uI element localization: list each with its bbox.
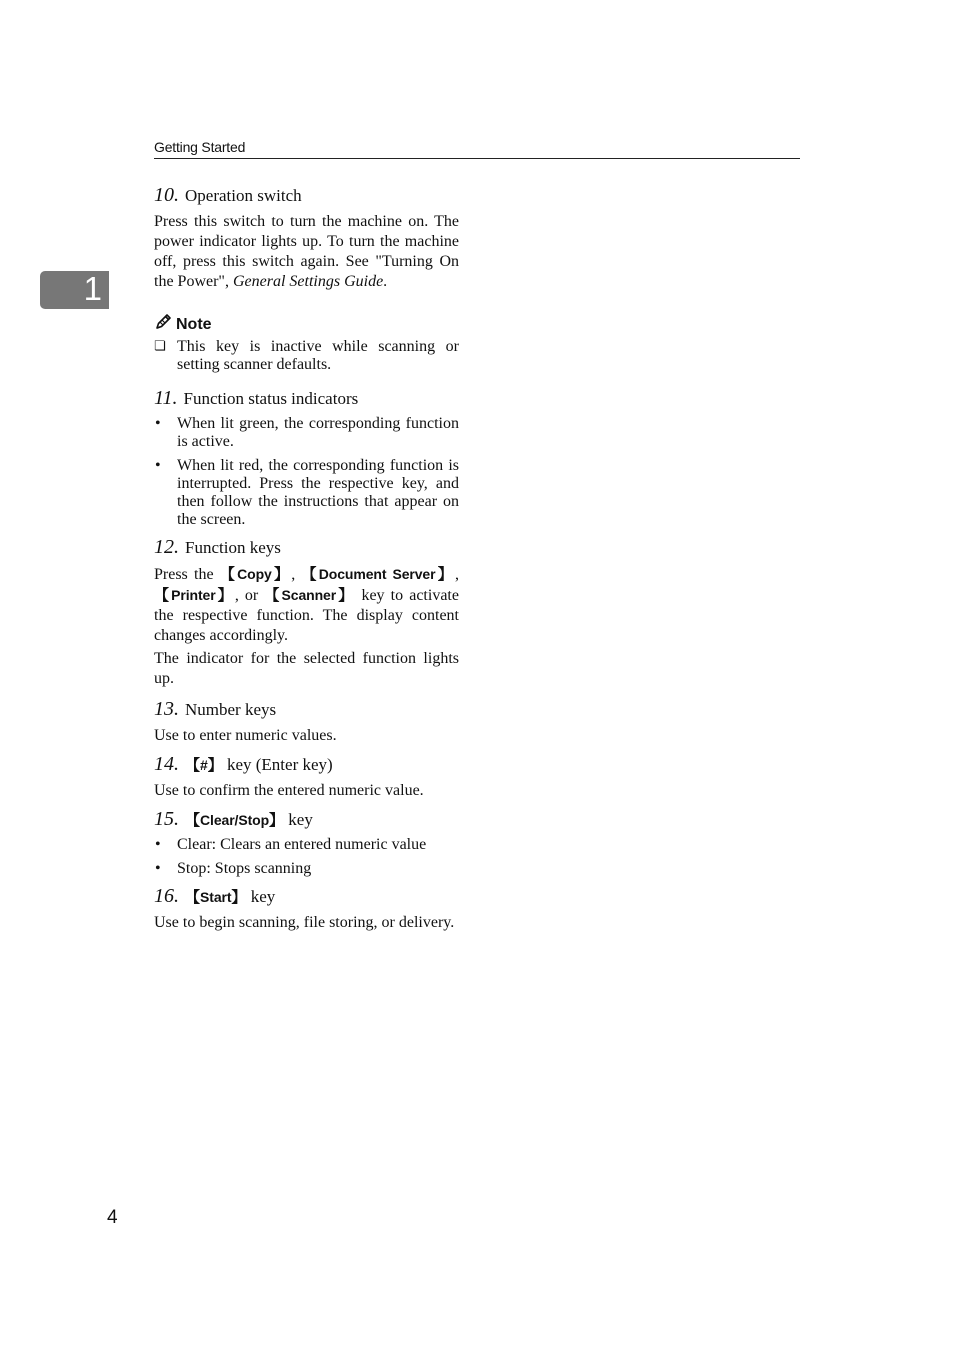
section-operation-switch bbox=[154, 183, 459, 374]
key-document-server: Document Server bbox=[318, 566, 436, 582]
bracket-close: 】 bbox=[269, 811, 285, 829]
section-title bbox=[154, 183, 459, 208]
bracket-open: 【 bbox=[264, 586, 282, 604]
chapter-tab bbox=[40, 271, 109, 309]
section-body: Use to enter numeric values. bbox=[154, 727, 337, 744]
body-end: . bbox=[383, 273, 388, 290]
bracket-close: 】 bbox=[435, 565, 455, 583]
section-number-keys bbox=[154, 697, 459, 746]
separator: , bbox=[454, 566, 459, 583]
section-function-keys bbox=[154, 535, 459, 689]
separator: , or bbox=[234, 587, 265, 604]
bracket-close: 】 bbox=[336, 586, 356, 604]
section-title bbox=[154, 386, 459, 411]
note-list bbox=[154, 338, 459, 374]
main-column bbox=[154, 183, 459, 933]
section-number: 13. bbox=[154, 698, 179, 720]
section-title bbox=[154, 807, 459, 832]
checkbox-icon: ❏ bbox=[154, 339, 166, 354]
section-function-status-indicators bbox=[154, 386, 459, 529]
section-title bbox=[154, 752, 459, 777]
section-label: Function keys bbox=[185, 538, 281, 557]
bullet-list bbox=[154, 836, 459, 878]
section-body bbox=[154, 212, 459, 292]
page-number: 4 bbox=[107, 1207, 118, 1228]
note-item bbox=[154, 338, 459, 374]
list-item bbox=[154, 860, 459, 878]
section-label: Operation switch bbox=[185, 186, 302, 205]
list-item-text: Stop: Stops scanning bbox=[177, 860, 312, 877]
bracket-close: 】 bbox=[207, 756, 223, 774]
bullet-icon: • bbox=[155, 860, 161, 877]
section-title bbox=[154, 884, 459, 909]
section-number: 15. bbox=[154, 808, 179, 830]
key-printer: Printer bbox=[171, 587, 216, 603]
section-start-key bbox=[154, 884, 459, 933]
section-number: 12. bbox=[154, 536, 179, 558]
body-text: Press this switch to turn the machine on. The power indicator lights up. To turn the machine off, press this switch again. See "Turning On the Power", bbox=[154, 213, 459, 290]
section-body: Use to begin scanning, file storing, or delivery. bbox=[154, 914, 455, 931]
section-label: key bbox=[284, 810, 313, 829]
bracket-open: 【 bbox=[154, 586, 172, 604]
bracket-open: 【 bbox=[185, 888, 201, 906]
pencil-icon bbox=[154, 313, 174, 331]
bracket-close: 】 bbox=[271, 565, 292, 583]
bullet-icon: • bbox=[155, 836, 161, 853]
bracket-close: 】 bbox=[231, 888, 247, 906]
section-number: 11. bbox=[154, 387, 178, 409]
separator: , bbox=[291, 566, 302, 583]
note-text: This key is inactive while scanning or setting scanner defaults. bbox=[177, 338, 459, 373]
bullet-list bbox=[154, 415, 459, 529]
key-clear-stop: Clear/Stop bbox=[200, 812, 270, 828]
list-item-text: When lit red, the corresponding function is interrupted. Press the respective key, and then follow the instructions that appear on the screen. bbox=[177, 457, 459, 528]
section-body-2: The indicator for the selected function lights up. bbox=[154, 650, 459, 687]
section-label: Function status indicators bbox=[183, 389, 359, 408]
bracket-open: 【 bbox=[301, 565, 319, 583]
section-title bbox=[154, 697, 459, 722]
bullet-icon: • bbox=[155, 415, 161, 432]
section-label: key bbox=[246, 887, 276, 906]
bracket-open: 【 bbox=[185, 811, 201, 829]
section-body: Use to confirm the entered numeric value. bbox=[154, 782, 424, 799]
list-item bbox=[154, 457, 459, 529]
key-hash: # bbox=[200, 757, 208, 773]
section-clear-stop-key bbox=[154, 807, 459, 878]
key-copy: Copy bbox=[237, 566, 272, 582]
list-item-text: When lit green, the corresponding function is active. bbox=[177, 415, 459, 450]
manual-reference: General Settings Guide bbox=[232, 273, 384, 290]
list-item bbox=[154, 836, 459, 854]
running-header: Getting Started bbox=[154, 139, 246, 155]
section-number: 14. bbox=[154, 753, 179, 775]
section-body bbox=[154, 564, 459, 646]
key-start: Start bbox=[200, 889, 232, 905]
list-item-text: Clear: Clears an entered numeric value bbox=[177, 836, 427, 853]
section-label: Number keys bbox=[185, 700, 277, 719]
bracket-open: 【 bbox=[219, 565, 238, 583]
section-number: 10. bbox=[154, 184, 179, 206]
header-rule bbox=[154, 158, 800, 159]
key-scanner: Scanner bbox=[281, 587, 337, 603]
section-title bbox=[154, 535, 459, 560]
chapter-tab-number: 1 bbox=[83, 270, 102, 307]
note-heading bbox=[154, 313, 459, 336]
body-text: Press the bbox=[154, 566, 220, 583]
body-text: key to activate the respective function. The display content changes accordingly. bbox=[154, 587, 459, 644]
list-item bbox=[154, 415, 459, 451]
section-enter-key bbox=[154, 752, 459, 801]
bracket-close: 】 bbox=[215, 586, 235, 604]
bullet-icon: • bbox=[155, 457, 161, 474]
section-label: key (Enter key) bbox=[222, 755, 333, 774]
note-title: Note bbox=[176, 316, 212, 333]
bracket-open: 【 bbox=[185, 756, 201, 774]
section-number: 16. bbox=[154, 885, 179, 907]
